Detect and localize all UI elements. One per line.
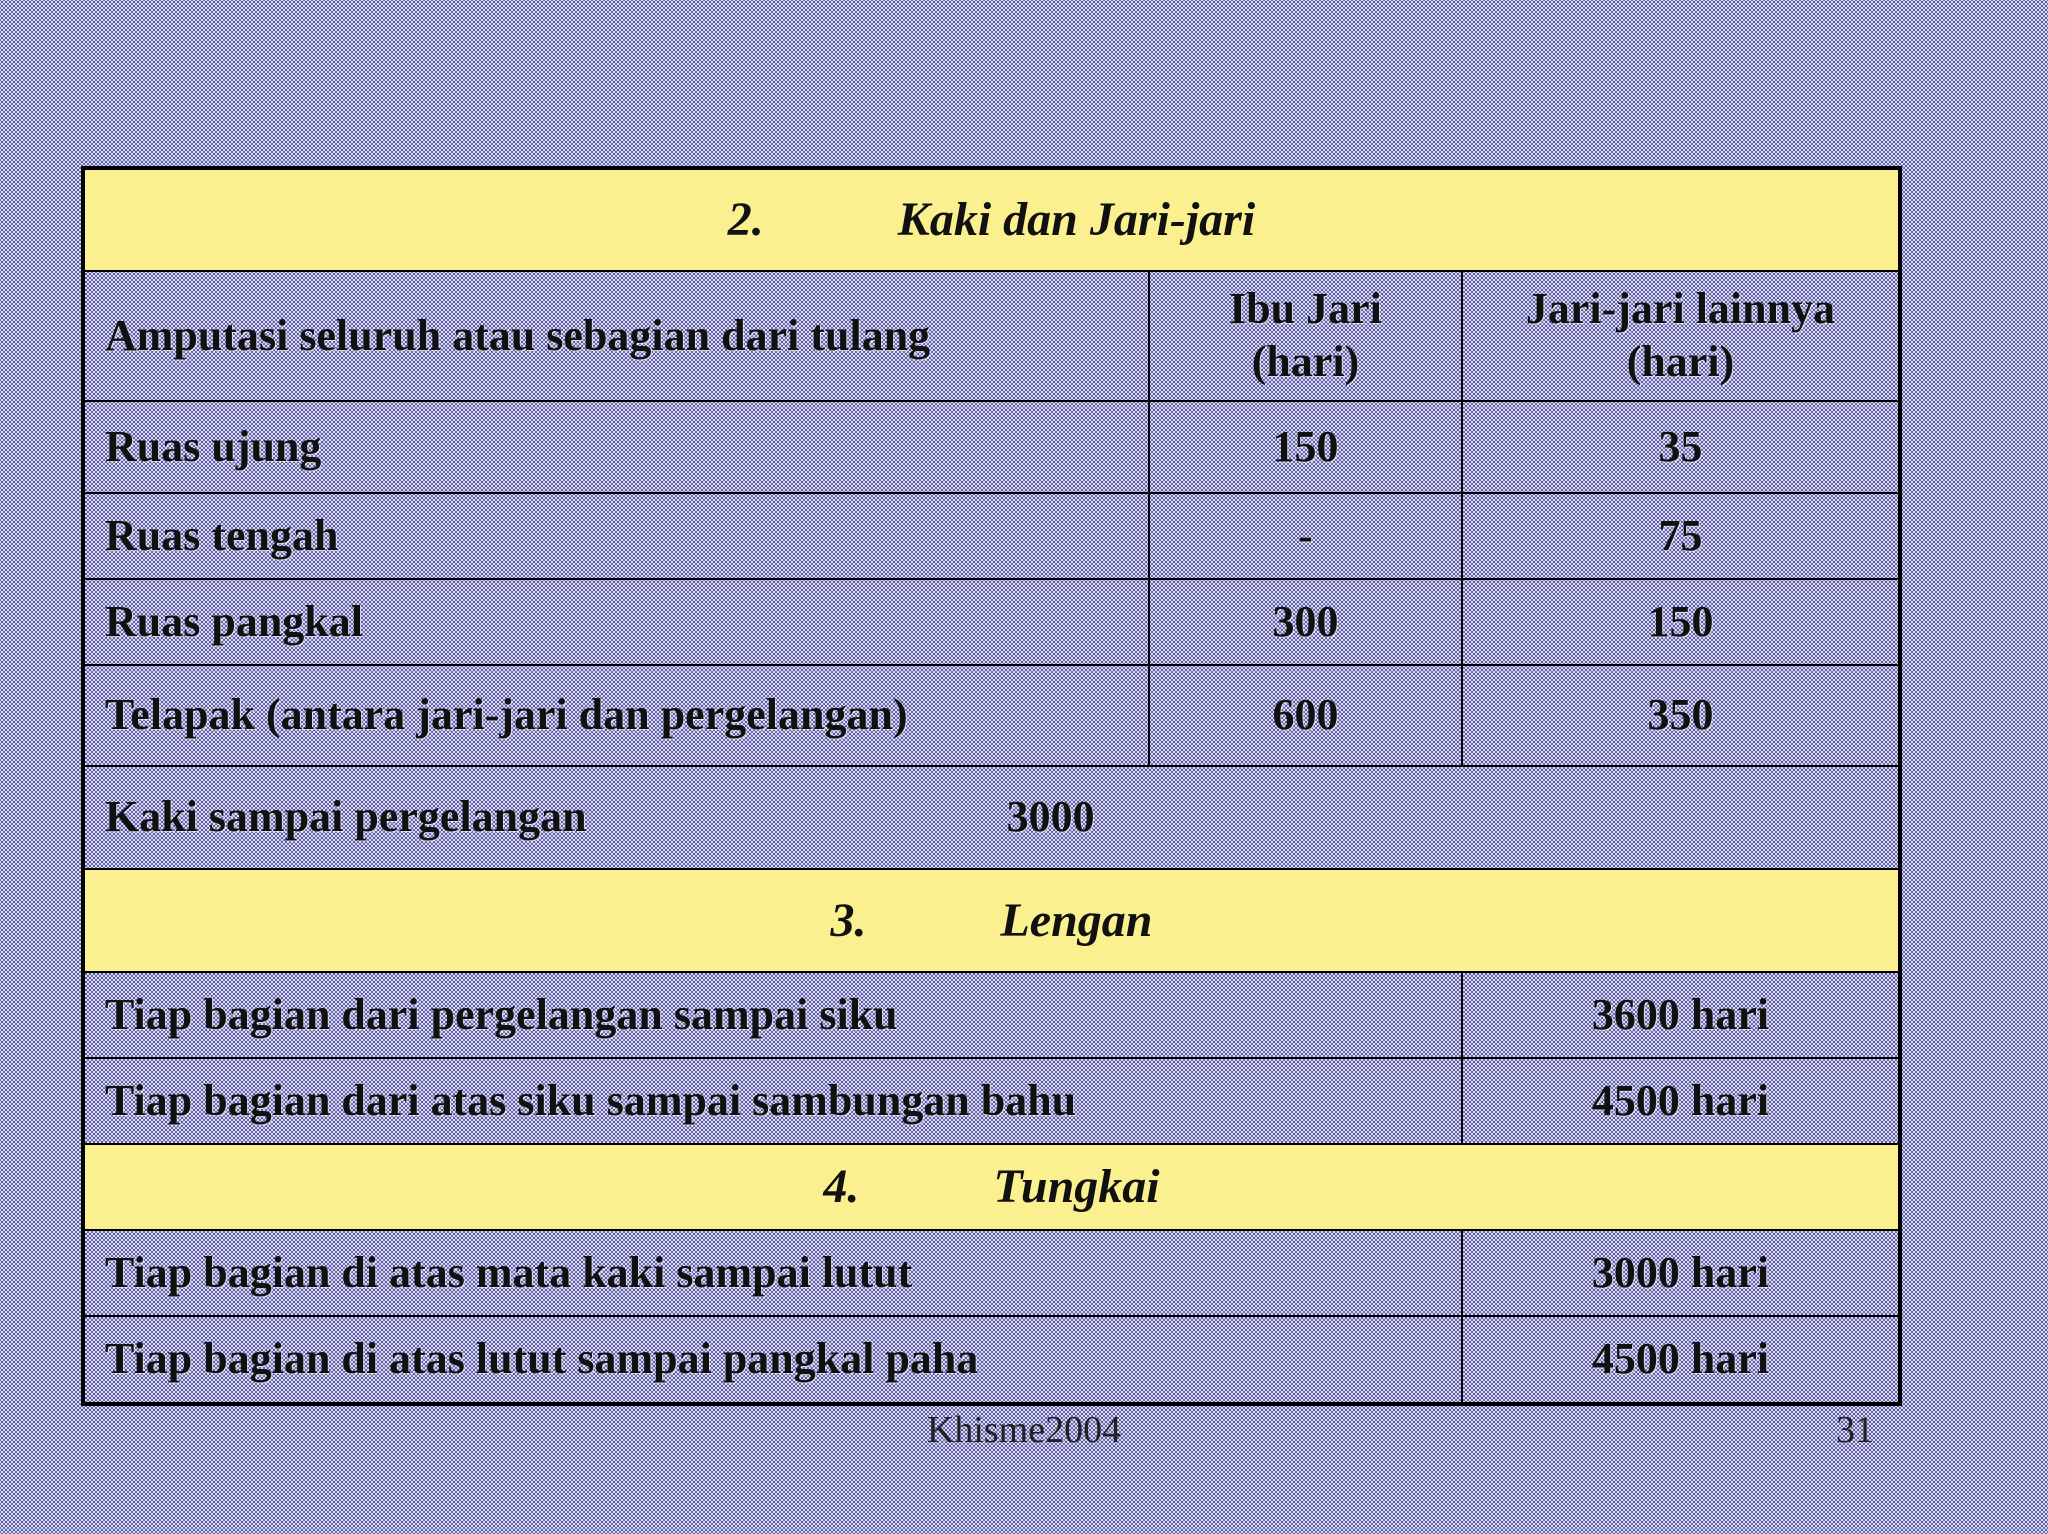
other-fingers-column-header [1462,271,1900,401]
compensation-table [81,166,1902,1406]
row-label: Ruas tengah [83,493,1149,579]
section-title: Tungkai [993,1160,1160,1214]
table-row [83,579,1900,665]
page-number: 31 [1836,1409,1874,1451]
table-row [83,401,1900,493]
table-row [83,1316,1900,1404]
row-label: Ruas ujung [83,401,1149,493]
thumb-header-line1: Ibu Jari [1229,284,1382,334]
section-number: 4. [823,1160,860,1214]
row-label: Ruas pangkal [83,579,1149,665]
section-number: 2. [727,193,764,247]
other-value: 35 [1462,401,1900,493]
thumb-value: 300 [1149,579,1462,665]
row-label: Tiap bagian di atas mata kaki sampai lutut [83,1230,1462,1316]
section-title: Lengan [1000,893,1153,947]
section-header-tungkai [83,1144,1900,1230]
thumb-value: 600 [1149,665,1462,766]
section-header-kaki-dan-jari-jari [83,168,1900,271]
other-value: 75 [1462,493,1900,579]
other-header-line1: Jari-jari lainnya [1525,284,1836,334]
row-label: Tiap bagian dari pergelangan sampai siku [83,972,1462,1058]
section-title: Kaki dan Jari-jari [897,193,1256,247]
row-label: Telapak (antara jari-jari dan pergelangan) [83,665,1149,766]
row-value: 3600 hari [1462,972,1900,1058]
row-value: 3000 hari [1462,1230,1900,1316]
row-label: Tiap bagian di atas lutut sampai pangkal paha [83,1316,1462,1404]
table-row [83,1058,1900,1144]
thumb-header-line2: (hari) [1251,337,1360,386]
row-label: Kaki sampai pergelangan [105,792,587,842]
thumb-value: - [1149,493,1462,579]
section-number: 3. [830,893,867,947]
table-row [83,493,1900,579]
thumb-value: 150 [1149,401,1462,493]
row-label: Tiap bagian dari atas siku sampai sambungan bahu [83,1058,1462,1144]
foot-to-wrist-row [83,766,1900,869]
other-value: 350 [1462,665,1900,766]
section-header-lengan [83,869,1900,972]
row-value: 4500 hari [1462,1316,1900,1404]
table-row [83,1230,1900,1316]
table-row [83,972,1900,1058]
footer-author: Khisme2004 [926,1409,1122,1451]
other-header-line2: (hari) [1626,337,1735,386]
other-value: 150 [1462,579,1900,665]
thumb-column-header [1149,271,1462,401]
amputation-header-label: Amputasi seluruh atau sebagian dari tulang [83,271,1149,401]
column-header-row [83,271,1900,401]
table-row [83,665,1900,766]
foot-to-wrist-value: 3000 [1006,792,1095,842]
row-value: 4500 hari [1462,1058,1900,1144]
